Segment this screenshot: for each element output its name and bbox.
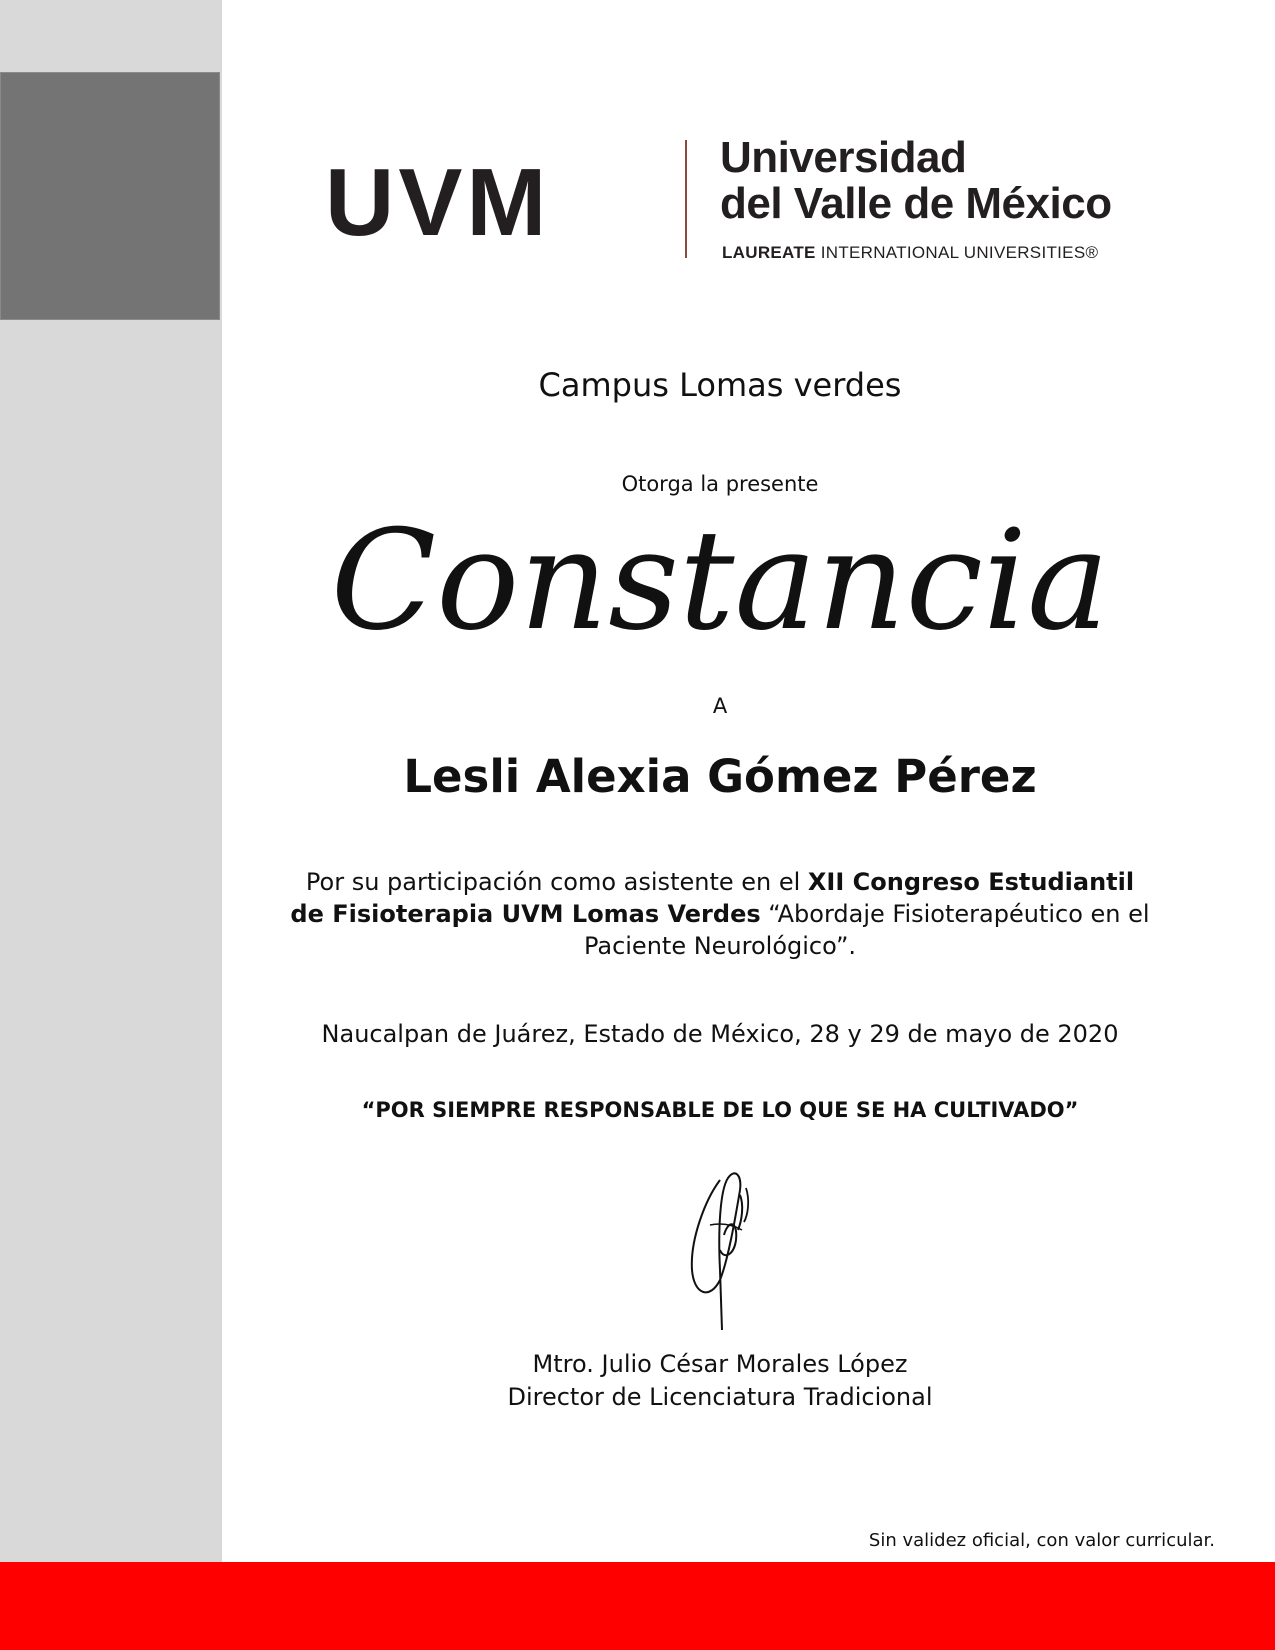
certificate-title: Constancia (330, 500, 1110, 661)
logo-name (720, 135, 1112, 227)
logo-tagline-rest: INTERNATIONAL UNIVERSITIES® (815, 243, 1099, 262)
participation-prefix: Por su participación como asistente en el (305, 868, 808, 896)
university-logo (325, 135, 1140, 270)
place-date: Naucalpan de Juárez, Estado de México, 28 y 29 de mayo de 2020 (321, 1020, 1119, 1048)
signer-name: Mtro. Julio César Morales López (532, 1350, 908, 1378)
logo-name-line1: Universidad (720, 133, 967, 182)
recipient-name: Lesli Alexia Gómez Pérez (403, 750, 1037, 803)
signature (680, 1160, 770, 1335)
disclaimer: Sin validez oficial, con valor curricular. (868, 1530, 1215, 1551)
motto: “POR SIEMPRE RESPONSABLE DE LO QUE SE HA CULTIVADO” (361, 1098, 1079, 1122)
participation-text (290, 866, 1150, 962)
logo-tagline (722, 243, 1098, 263)
campus-name: Campus Lomas verdes (538, 366, 902, 404)
participation-suffix: “Abordaje Fisioterapéutico en el Paciente Neurológico”. (583, 900, 1150, 960)
logo-divider (685, 140, 687, 258)
signer-title: Director de Licenciatura Tradicional (507, 1383, 933, 1411)
bottom-bar (0, 1562, 1275, 1650)
side-block (0, 72, 220, 320)
logo-tagline-bold: LAUREATE (722, 243, 816, 262)
to-label: A (712, 694, 728, 718)
event-name: XII Congreso Estudiantil de Fisioterapia UVM Lomas Verdes (290, 868, 1135, 928)
grant-text: Otorga la presente (621, 472, 819, 496)
logo-name-line2: del Valle de México (720, 179, 1112, 228)
logo-mark: UVM (325, 149, 551, 256)
